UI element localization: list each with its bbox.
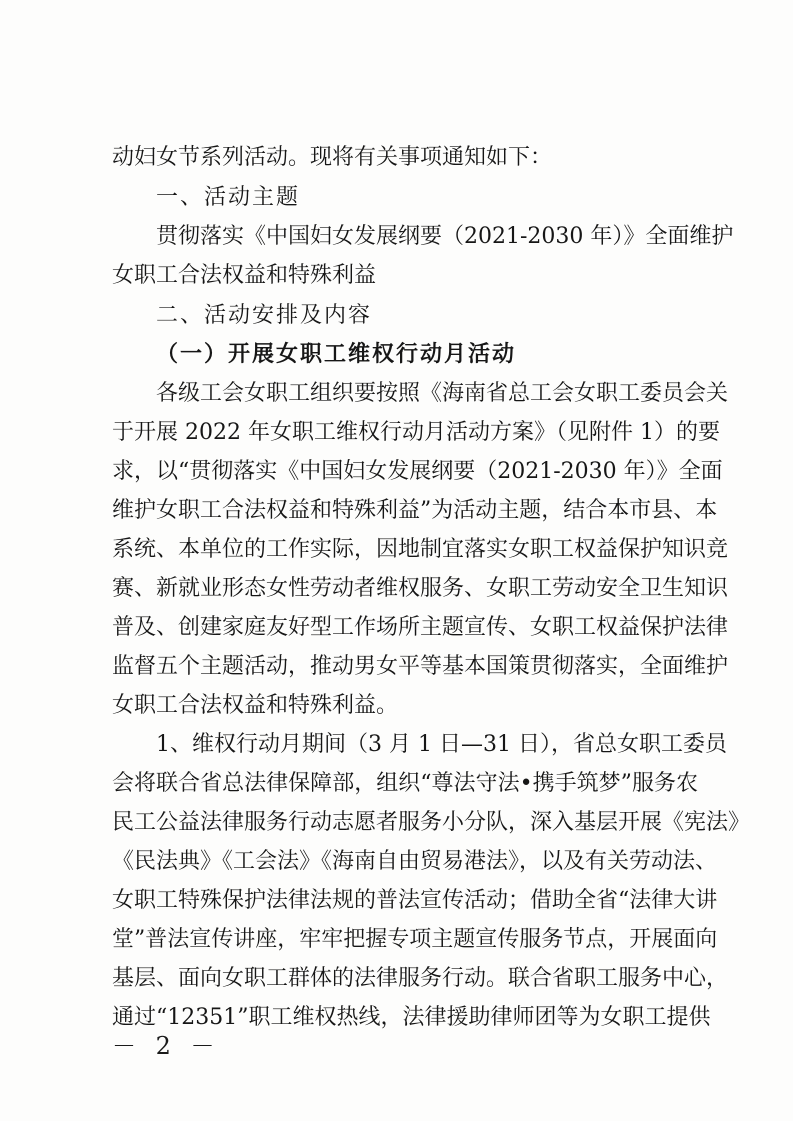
section1-paragraph-line: 女职工合法权益和特殊利益 bbox=[112, 263, 377, 288]
paragraph-line: 普及、创建家庭友好型工作场所主题宣传、女职工权益保护法律 bbox=[112, 615, 729, 640]
section1-heading: 一、活动主题 bbox=[156, 185, 301, 210]
page-number: － 2 － bbox=[112, 1032, 221, 1060]
paragraph-line: 1、维权行动月期间（3 月 1 日—31 日），省总女职工委员 bbox=[156, 732, 727, 757]
paragraph-line: 基层、面向女职工群体的法律服务行动。联合省职工服务中心， bbox=[112, 966, 729, 991]
paragraph-line: 求，以“贯彻落实《中国妇女发展纲要（2021-2030 年）》全面 bbox=[112, 459, 723, 484]
intro-line: 动妇女节系列活动。现将有关事项通知如下： bbox=[112, 145, 553, 170]
paragraph-line: 监督五个主题活动，推动男女平等基本国策贯彻落实，全面维护 bbox=[112, 654, 729, 679]
paragraph-line: 维护女职工合法权益和特殊利益”为活动主题，结合本市县、本 bbox=[112, 498, 718, 523]
paragraph-line: 系统、本单位的工作实际，因地制宜落实女职工权益保护知识竞 bbox=[112, 537, 729, 562]
paragraph-line: 堂”普法宣传讲座，牢牢把握专项主题宣传服务节点，开展面向 bbox=[112, 927, 718, 952]
paragraph-line: 通过“12351”职工维权热线，法律援助律师团等为女职工提供 bbox=[112, 1005, 711, 1030]
section2-heading: 二、活动安排及内容 bbox=[156, 303, 373, 328]
paragraph-line: 女职工特殊保护法律法规的普法宣传活动；借助全省“法律大讲 bbox=[112, 888, 718, 913]
paragraph-line: 赛、新就业形态女性劳动者维权服务、女职工劳动安全卫生知识 bbox=[112, 576, 729, 601]
paragraph-line: 民工公益法律服务行动志愿者服务小分队，深入基层开展《宪法》 bbox=[112, 810, 751, 835]
paragraph-line: 女职工合法权益和特殊利益。 bbox=[112, 693, 399, 718]
paragraph-line: 各级工会女职工组织要按照《海南省总工会女职工委员会关 bbox=[156, 381, 729, 406]
paragraph-line: 《民法典》《工会法》《海南自由贸易港法》，以及有关劳动法、 bbox=[112, 849, 718, 874]
section2-subheading: （一）开展女职工维权行动月活动 bbox=[156, 342, 517, 367]
paragraph-line: 于开展 2022 年女职工维权行动月活动方案》（见附件 1）的要 bbox=[112, 420, 720, 445]
section1-paragraph-line: 贯彻落实《中国妇女发展纲要（2021-2030 年）》全面维护 bbox=[156, 224, 734, 249]
paragraph-line: 会将联合省总法律保障部，组织“尊法守法•携手筑梦”服务农 bbox=[112, 771, 698, 796]
